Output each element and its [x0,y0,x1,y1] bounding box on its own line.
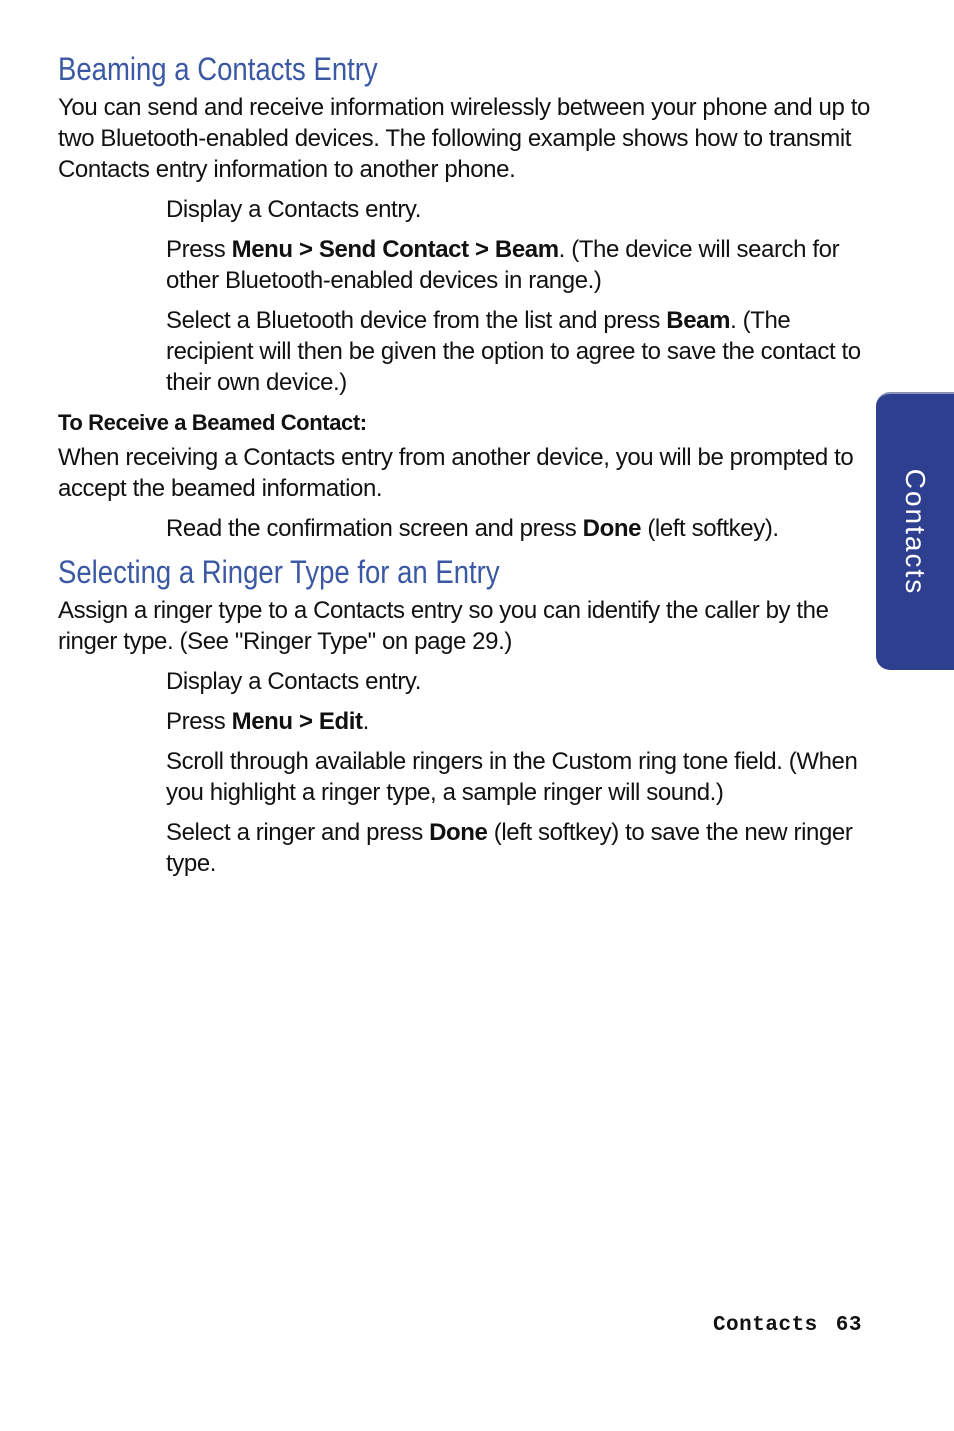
section-title-ringer: Selecting a Ringer Type for an Entry [58,554,500,590]
edit-keyword: Edit [318,708,363,735]
footer-section: Contacts [712,1314,818,1337]
ringer-step-3: Scroll through available ringers in the Custom ring tone field. (When you highlight a ringer type, a sample ringer will sound.) [166,748,858,806]
done-keyword: Done [582,515,642,542]
beam-step-3: Select a Bluetooth device from the list and press Beam. (The recipient will then be given the option to agree to save the contact to their own device.) [166,307,861,396]
ringer-step-1: Display a Contacts entry. [166,668,421,695]
done-keyword: Done [429,819,488,846]
section-title-beaming: Beaming a Contacts Entry [58,51,378,87]
ringer-step-2: Press Menu > Edit. [166,708,369,735]
beam-step-2: Press Menu > Send Contact > Beam. (The device will search for other Bluetooth-enabled devices in range.) [166,236,840,294]
receive-heading: To Receive a Beamed Contact: [58,410,367,435]
receive-step: Read the confirmation screen and press Done (left softkey). [166,515,779,542]
beam-step-1: Display a Contacts entry. [166,196,421,223]
beam-keyword: Beam [666,307,731,334]
page-number: 63 [835,1314,862,1337]
menu-keyword: Menu [231,236,293,263]
section-side-tab [876,392,954,670]
page-content [58,50,873,888]
ringer-intro: Assign a ringer type to a Contacts entry so you can identify the caller by the ringer type. (See "Ringer Type" on page 29.) [58,597,829,655]
receive-text: When receiving a Contacts entry from another device, you will be prompted to accept the beamed information. [58,444,854,502]
send-contact-keyword: Send Contact [318,236,469,263]
beam-keyword: Beam [494,236,559,263]
side-tab-label: Contacts [900,468,931,596]
ringer-step-4: Select a ringer and press Done (left softkey) to save the new ringer type. [166,819,853,877]
beaming-intro: You can send and receive information wirelessly between your phone and up to two Bluetooth-enabled devices. The following example shows how to transmit Contacts entry information to another phone. [58,94,870,183]
page-footer [713,1314,862,1337]
menu-keyword: Menu [231,708,293,735]
